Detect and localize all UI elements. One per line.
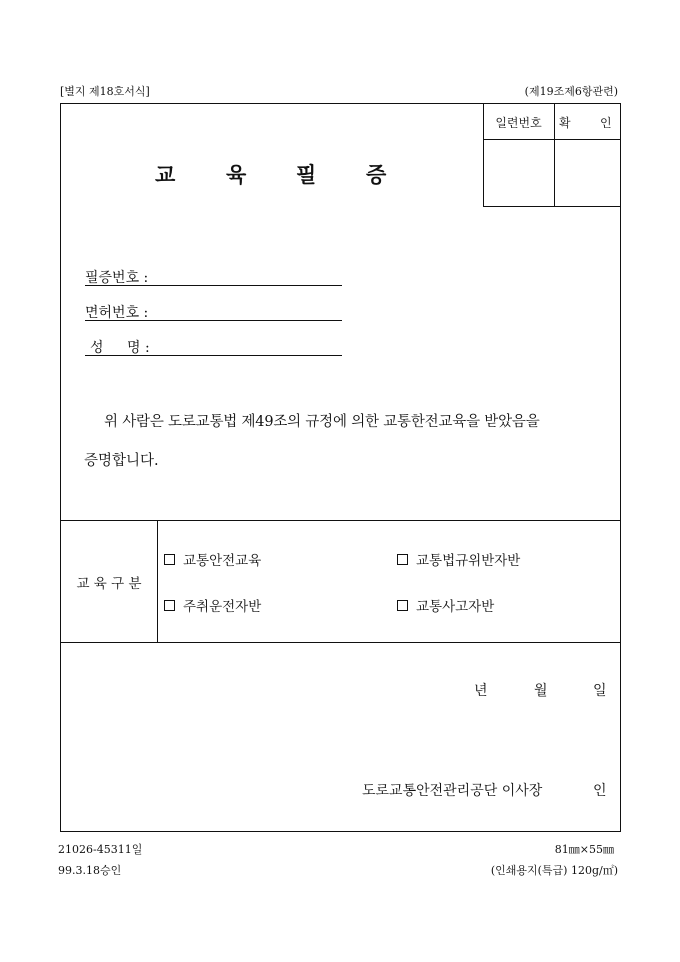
option-traffic-violator[interactable] xyxy=(397,549,520,569)
title-char-2: 육 xyxy=(226,162,247,187)
date-year: 년 xyxy=(474,683,488,699)
option-accident-driver[interactable] xyxy=(397,595,494,615)
education-label-divider xyxy=(157,520,158,642)
title-char-1: 교 xyxy=(155,162,176,187)
form-number: [별지 제18호서식] xyxy=(60,85,150,98)
license-number-label: 면허번호 : xyxy=(85,305,149,321)
title-char-3: 필 xyxy=(296,162,317,187)
date-month: 월 xyxy=(534,683,548,699)
statement-line-2: 증명합니다. xyxy=(84,453,159,469)
stamp-table-divider xyxy=(554,104,555,206)
education-section-top xyxy=(61,520,620,521)
statement-line-1: 위 사람은 도로교통법 제49조의 규정에 의한 교통한전교육을 받았음을 xyxy=(104,414,540,430)
certificate-number-line xyxy=(85,285,342,286)
footer-size: 81㎜×55㎜ xyxy=(554,843,614,856)
education-type-label: 교 육 구 분 xyxy=(76,576,142,592)
checkbox-icon[interactable] xyxy=(164,600,175,611)
certificate-number-label: 필증번호 : xyxy=(85,270,149,286)
option-drunk-driver[interactable] xyxy=(164,595,261,615)
checkbox-icon[interactable] xyxy=(164,554,175,565)
checkbox-icon[interactable] xyxy=(397,554,408,565)
form-reference: (제19조제6항관련) xyxy=(524,85,618,98)
option-label: 주취운전자반 xyxy=(183,599,262,615)
issuer-name: 도로교통안전관리공단 이사장 xyxy=(362,783,543,799)
stamp-table-header-line xyxy=(483,139,621,140)
license-number-line xyxy=(85,320,342,321)
title-char-4: 증 xyxy=(366,162,387,187)
option-label: 교통법규위반자반 xyxy=(416,553,521,569)
stamp-table-bottom-line xyxy=(483,206,621,207)
footer-approval: 99.3.18승인 xyxy=(58,864,122,877)
option-safety-education[interactable] xyxy=(164,549,261,569)
name-label-a: 성 xyxy=(90,340,104,356)
issuer-seal: 인 xyxy=(593,783,607,799)
serial-number-header: 일련번호 xyxy=(495,116,542,130)
option-label: 교통사고자반 xyxy=(416,599,495,615)
date-day: 일 xyxy=(593,683,607,699)
confirm-header-1: 확 xyxy=(559,116,571,130)
name-label-b: 명 : xyxy=(127,340,150,356)
checkbox-icon[interactable] xyxy=(397,600,408,611)
footer-paper: (인쇄용지(특급) 120g/㎡) xyxy=(490,864,618,877)
certificate-form xyxy=(60,103,621,832)
name-line xyxy=(85,355,342,356)
footer-code: 21026-45311일 xyxy=(58,843,143,856)
education-section-bottom xyxy=(61,642,620,643)
confirm-header-2: 인 xyxy=(600,116,612,130)
option-label: 교통안전교육 xyxy=(183,553,262,569)
